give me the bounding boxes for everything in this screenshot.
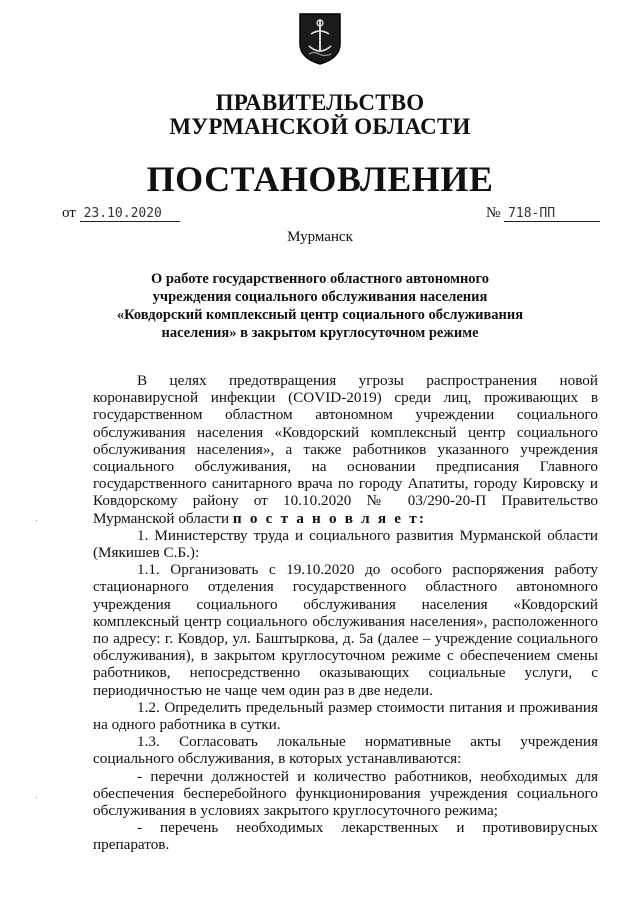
resolves-word: п о с т а н о в л я е т: (232, 509, 427, 527)
clause-1-1: 1.1. Организовать с 19.10.2020 до особого распоряжения работу стационарного отделения государственного областного автономного учреждения социального обслуживания населения «Ковдорский комплексный центр социального обслуживания населения», расположенного по адресу: г. Ковдор, ул. Баштыркова, д. 5а (далее – учреждение социального обслуживания), в закрытом круглосуточном режиме с обеспечением смены работников, непосредственно оказывающих социальные услуги, с периодичностью не чаще чем один раз в две недели. (93, 561, 598, 699)
date-value: 23.10.2020 (80, 206, 180, 222)
date-prefix: от (62, 205, 76, 221)
list-item-staff: - перечни должностей и количество работников, необходимых для обеспечения бесперебойного функционирования учреждения социального обслуживания в условиях закрытого круглосуточного режима; (93, 767, 598, 820)
document-date (62, 205, 180, 222)
number-value: 718-ПП (504, 206, 600, 222)
document-number (486, 205, 600, 222)
clause-1-3: 1.3. Согласовать локальные нормативные акты учреждения социального обслуживания, в которых устанавливаются: (93, 733, 598, 768)
clause-1: 1. Министерству труда и социального развития Мурманской области (Мякишев С.Б.): (93, 526, 598, 562)
list-item-drugs: - перечень необходимых лекарственных и противовирусных препаратов. (93, 819, 598, 854)
preamble-paragraph (93, 372, 598, 527)
government-title-line2: МУРМАНСКОЙ ОБЛАСТИ (169, 114, 471, 139)
clause-1-2: 1.2. Определить предельный размер стоимости питания и проживания на одного работника в сутки. (93, 698, 598, 734)
coat-of-arms-icon (297, 10, 343, 66)
scan-speck (36, 797, 37, 798)
scan-speck (36, 520, 37, 521)
document-body (93, 372, 598, 854)
preamble-text: В целях предотвращения угрозы распространения новой коронавирусной инфекции (COVID-2019) среди лиц, проживающих в государственном областном автономном учреждении социального обслуживания населения «Ковдорский комплексный центр социального обслуживания населения», а также работников указанного учреждения социального обслуживания, на основании предписания Главного государственного санитарного врача по городу Апатиты, городу Кировску и Ковдорскому району от 10.10.2020 № 03/290-20-П Правительство Мурманской области (93, 372, 598, 527)
document-subject: О работе государственного областного автономного учреждения социального обслуживания населения «Ковдорский комплексный центр социального обслуживания населения» в закрытом круглосуточном режиме (116, 271, 524, 341)
document-type-title: ПОСТАНОВЛЕНИЕ (146, 159, 494, 199)
government-title-line1: ПРАВИТЕЛЬСТВО (215, 90, 425, 115)
city-name: Мурманск (287, 229, 353, 245)
number-prefix: № (486, 205, 501, 221)
